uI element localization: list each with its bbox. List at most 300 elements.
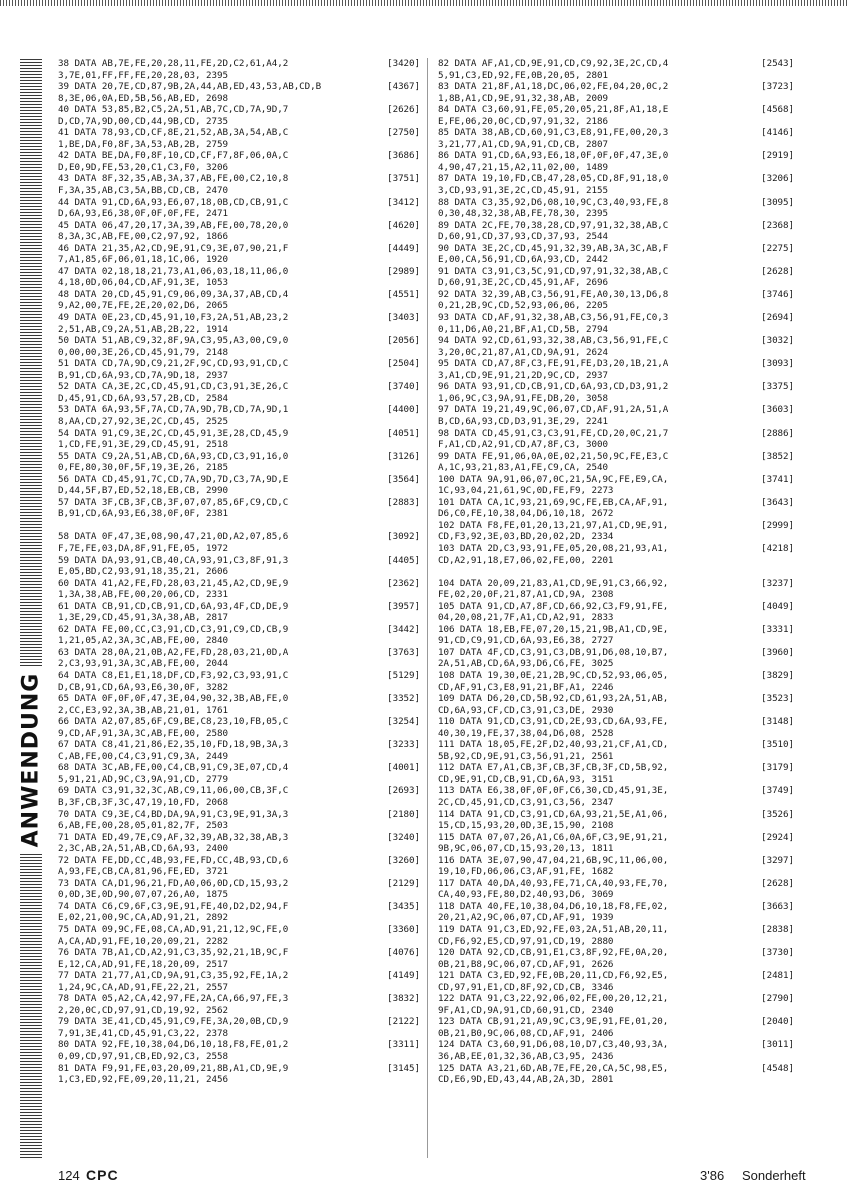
line-checksum: [3763]	[384, 647, 420, 659]
listing-line	[58, 497, 420, 509]
listing-line	[438, 139, 794, 151]
listing-line	[438, 658, 794, 670]
listing-line	[58, 93, 420, 105]
listing-line	[58, 889, 420, 901]
data-statement: 1,CD,FE,91,3E,29,CD,45,91, 2518	[58, 439, 228, 451]
line-checksum: [3145]	[384, 1063, 420, 1075]
listing-line	[58, 139, 420, 151]
data-statement: 86 DATA 91,CD,6A,93,E6,18,0F,0F,0F,47,3E,0	[438, 150, 669, 162]
line-checksum: [4049]	[758, 601, 794, 613]
listing-line	[438, 682, 794, 694]
line-checksum: [3603]	[758, 404, 794, 416]
data-statement: B,3F,CB,3F,3C,47,19,10,FD, 2068	[58, 797, 228, 808]
listing-line	[58, 439, 420, 451]
listing-line	[438, 370, 794, 382]
line-checksum: [2628]	[758, 878, 794, 890]
data-statement: 70 DATA C9,3E,C4,BD,DA,9A,91,C3,9E,91,3A,3	[58, 808, 289, 820]
line-checksum: [2129]	[384, 878, 420, 890]
data-statement: 115 DATA 07,07,26,A1,C6,0A,6F,C3,9E,91,21,	[438, 831, 669, 843]
listing-line	[438, 543, 794, 555]
listing-line	[438, 428, 794, 440]
listing-line	[58, 751, 420, 763]
listing-line	[58, 381, 420, 393]
data-statement: 51 DATA CD,7A,9D,C9,21,2F,9C,CD,93,91,CD,C	[58, 358, 289, 370]
listing-line	[58, 878, 420, 890]
line-checksum: [3435]	[384, 901, 420, 913]
data-statement: 91 DATA C3,91,C3,5C,91,CD,97,91,32,38,AB,C	[438, 265, 669, 277]
data-statement: 2,20,0C,CD,97,91,CD,19,92, 2562	[58, 1004, 228, 1016]
listing-line	[58, 70, 420, 82]
line-checksum: [3254]	[384, 716, 420, 728]
listing-line	[58, 739, 420, 751]
listing-line	[438, 474, 794, 486]
listing-line	[58, 578, 420, 590]
data-statement: B,91,CD,6A,93,E6,38,0F,0F, 2381	[58, 508, 228, 520]
data-statement: 52 DATA CA,3E,2C,CD,45,91,CD,C3,91,3E,26,C	[58, 381, 289, 393]
data-statement: 3,7E,01,FF,FF,FE,20,28,03, 2395	[58, 69, 228, 81]
data-statement: 2,3C,AB,2A,51,AB,CD,6A,93, 2400	[58, 843, 228, 855]
listing-line	[58, 947, 420, 959]
listing-line	[438, 289, 794, 301]
listing-line	[438, 878, 794, 890]
listing-line	[58, 682, 420, 694]
listing-line	[58, 820, 420, 832]
listing-line	[58, 404, 420, 416]
line-checksum: [3957]	[384, 601, 420, 613]
data-statement: 5B,92,CD,9E,91,C3,56,91,21, 2561	[438, 750, 614, 762]
data-statement: 68 DATA 3C,AB,FE,00,C4,CB,91,C9,3E,07,CD,4	[58, 762, 289, 774]
listing-line	[438, 520, 794, 532]
listing-line	[58, 416, 420, 428]
listing-line	[58, 670, 420, 682]
listing-line	[438, 266, 794, 278]
listing-line	[58, 347, 420, 359]
data-statement: 0,FE,80,30,0F,5F,19,3E,26, 2185	[58, 462, 228, 474]
line-checksum: [4001]	[384, 762, 420, 774]
listing-line	[58, 658, 420, 670]
data-statement: 101 DATA CA,1C,93,21,69,9C,FE,EB,CA,AF,91,	[438, 496, 669, 508]
line-checksum: [3360]	[384, 924, 420, 936]
listing-line	[58, 58, 420, 70]
listing-line	[438, 324, 794, 336]
line-checksum: [3643]	[758, 497, 794, 509]
line-checksum: [3510]	[758, 739, 794, 751]
data-statement: 66 DATA A2,07,85,6F,C9,BE,C8,23,10,FB,05,C	[58, 716, 289, 728]
line-checksum: [3095]	[758, 197, 794, 209]
listing-line	[438, 947, 794, 959]
listing-line	[58, 612, 420, 624]
data-statement: 0,00,00,3E,26,CD,45,91,79, 2148	[58, 346, 228, 358]
listing-line	[58, 970, 420, 982]
listing-line	[438, 451, 794, 463]
line-checksum: [2275]	[758, 243, 794, 255]
listing-line	[58, 785, 420, 797]
listing-line	[58, 531, 420, 543]
listing-line	[58, 635, 420, 647]
line-checksum: [3723]	[758, 81, 794, 93]
data-statement: D,60,91,3E,2C,CD,45,91,AF, 2696	[438, 277, 608, 289]
data-statement: 71 DATA ED,49,7E,C9,AF,32,39,AB,32,38,AB,3	[58, 831, 289, 843]
data-statement: A,1C,93,21,83,A1,FE,C9,CA, 2540	[438, 462, 608, 474]
listing-line	[58, 566, 420, 578]
line-checksum: [2919]	[758, 150, 794, 162]
data-statement: CD,E6,9D,ED,43,44,AB,2A,3D, 2801	[438, 1074, 614, 1086]
listing-line	[438, 173, 794, 185]
listing-line	[58, 324, 420, 336]
listing-line	[58, 832, 420, 844]
data-statement: 88 DATA C3,35,92,D6,08,10,9C,C3,40,93,FE,8	[438, 196, 669, 208]
line-checksum: [3730]	[758, 947, 794, 959]
listing-line	[438, 866, 794, 878]
data-statement: 85 DATA 38,AB,CD,60,91,C3,E8,91,FE,00,20,3	[438, 127, 669, 139]
data-statement: 40 DATA 53,85,B2,C5,2A,51,AB,7C,CD,7A,9D,7	[58, 104, 289, 116]
line-checksum: [2122]	[384, 1016, 420, 1028]
data-statement: 73 DATA CA,D1,96,21,FD,A0,06,0D,CD,15,93,2	[58, 877, 289, 889]
data-statement: 47 DATA 02,18,18,21,73,A1,06,03,18,11,06,0	[58, 265, 289, 277]
edition-label: Sonderheft	[742, 1168, 806, 1183]
data-statement: 3,A1,CD,9E,91,21,2D,9C,CD, 2937	[438, 369, 608, 381]
listing-line	[58, 1005, 420, 1017]
data-statement: A,93,FE,CB,CA,81,96,FE,ED, 3721	[58, 866, 228, 878]
data-statement: F,A1,CD,A2,91,CD,A7,8F,C3, 3000	[438, 439, 608, 451]
line-checksum: [3260]	[384, 855, 420, 867]
line-checksum: [2504]	[384, 358, 420, 370]
magazine-logo: CPC	[86, 1167, 119, 1183]
listing-line	[58, 220, 420, 232]
right-listing-column	[438, 58, 794, 1158]
data-statement: CD,AF,91,C3,E8,91,21,BF,A1, 2246	[438, 681, 614, 693]
data-statement: 59 DATA DA,93,91,CB,40,CA,93,91,C3,8F,91,3	[58, 554, 289, 566]
listing-line	[438, 855, 794, 867]
listing-line	[58, 300, 420, 312]
listing-line	[58, 254, 420, 266]
data-statement: 84 DATA C3,60,91,FE,05,20,05,21,8F,A1,18,E	[438, 104, 669, 116]
listing-line	[58, 231, 420, 243]
data-statement: 7,91,3E,41,CD,45,91,C3,22, 2378	[58, 1027, 228, 1039]
data-statement: 80 DATA 92,FE,10,38,04,D6,10,18,F8,FE,01,2	[58, 1039, 289, 1051]
line-checksum: [2883]	[384, 497, 420, 509]
listing-line	[438, 277, 794, 289]
line-checksum: [3092]	[384, 531, 420, 543]
data-statement: 56 DATA CD,45,91,7C,CD,7A,9D,7D,C3,7A,9D,E	[58, 473, 289, 485]
data-statement: 125 DATA A3,21,6D,AB,7E,FE,20,CA,5C,98,E5,	[438, 1062, 669, 1074]
data-statement: E,02,21,00,9C,CA,AD,91,21, 2892	[58, 912, 228, 924]
listing-line	[438, 1074, 794, 1086]
data-statement: 98 DATA CD,45,91,C3,C3,91,FE,CD,20,0C,21,7	[438, 427, 669, 439]
line-checksum: [3420]	[384, 58, 420, 70]
listing-line	[438, 300, 794, 312]
line-checksum: [4620]	[384, 220, 420, 232]
listing-line	[438, 531, 794, 543]
listing-line	[438, 809, 794, 821]
listing-line	[438, 970, 794, 982]
data-statement: D,60,91,CD,37,93,CD,37,93, 2544	[438, 231, 608, 243]
listing-line	[438, 936, 794, 948]
data-statement: 0,30,48,32,38,AB,FE,78,30, 2395	[438, 208, 608, 220]
line-checksum: [2886]	[758, 428, 794, 440]
data-statement: 1,C3,ED,92,FE,09,20,11,21, 2456	[58, 1074, 228, 1086]
listing-line	[438, 416, 794, 428]
listing-line	[438, 555, 794, 567]
data-statement: 91,CD,C9,91,CD,6A,93,E6,38, 2727	[438, 635, 614, 647]
listing-line	[58, 1051, 420, 1063]
listing-line	[58, 624, 420, 636]
listing-line	[438, 624, 794, 636]
listing-line	[438, 578, 794, 590]
data-statement: 48 DATA 20,CD,45,91,C9,06,09,3A,37,AB,CD,4	[58, 288, 289, 300]
line-checksum: [3960]	[758, 647, 794, 659]
listing-line	[438, 785, 794, 797]
data-statement: 0,21,2B,9C,CD,52,93,06,06, 2205	[438, 300, 608, 312]
data-statement: F,3A,35,AB,C3,5A,BB,CD,CB, 2470	[58, 185, 228, 197]
listing-line	[58, 520, 420, 532]
data-statement: 89 DATA 2C,FE,70,38,28,CD,97,91,32,38,AB,C	[438, 219, 669, 231]
data-statement: B,91,CD,6A,93,CD,7A,9D,18, 2937	[58, 369, 228, 381]
data-statement: 0,0D,3E,0D,90,07,07,26,A0, 1875	[58, 889, 228, 901]
line-checksum: [2180]	[384, 809, 420, 821]
data-statement: 61 DATA CB,91,CD,CB,91,CD,6A,93,4F,CD,DE,9	[58, 600, 289, 612]
listing-line	[438, 185, 794, 197]
listing-line	[438, 797, 794, 809]
line-checksum: [3126]	[384, 451, 420, 463]
listing-line	[438, 670, 794, 682]
data-statement: B,CD,6A,93,CD,D3,91,3E,29, 2241	[438, 415, 608, 427]
category-strip	[20, 58, 42, 1158]
data-statement: 119 DATA 91,C3,ED,92,FE,03,2A,51,AB,20,11,	[438, 924, 669, 936]
listing-line	[58, 266, 420, 278]
data-statement: 1,06,9C,C3,9A,91,FE,DB,20, 3058	[438, 392, 608, 404]
page-number: 124	[58, 1168, 80, 1183]
data-statement: 0,11,D6,A0,21,BF,A1,CD,5B, 2794	[438, 323, 608, 335]
top-rule	[0, 0, 848, 6]
data-statement: A,CA,AD,91,FE,10,20,09,21, 2282	[58, 935, 228, 947]
data-statement: 108 DATA 19,30,0E,21,2B,9C,CD,52,93,06,05,	[438, 669, 669, 681]
listing-line	[438, 1005, 794, 1017]
listing-line	[438, 832, 794, 844]
listing-line	[58, 312, 420, 324]
data-statement: CD,97,91,E1,CD,8F,92,CD,CB, 3346	[438, 981, 614, 993]
line-checksum: [3526]	[758, 809, 794, 821]
left-listing-column	[58, 58, 420, 1158]
data-statement: 40,30,19,FE,37,38,04,D6,08, 2528	[438, 727, 614, 739]
listing-line	[58, 335, 420, 347]
listing-line	[58, 866, 420, 878]
listing-line	[438, 924, 794, 936]
listing-line	[438, 1039, 794, 1051]
listing-line	[58, 1039, 420, 1051]
listing-line	[58, 277, 420, 289]
data-statement: CD,A2,91,18,E7,06,02,FE,00, 2201	[438, 554, 614, 566]
data-statement: 8,AA,CD,27,92,3E,2C,CD,45, 2525	[58, 415, 228, 427]
listing-line	[58, 855, 420, 867]
data-statement: 7,A1,85,6F,06,01,18,1C,06, 1920	[58, 254, 228, 266]
listing-line	[438, 162, 794, 174]
listing-line	[58, 1074, 420, 1086]
listing-line	[438, 728, 794, 740]
data-statement: 44 DATA 91,CD,6A,93,E6,07,18,0B,CD,CB,91,C	[58, 196, 289, 208]
line-checksum: [4076]	[384, 947, 420, 959]
line-checksum: [3829]	[758, 670, 794, 682]
listing-line	[438, 762, 794, 774]
listing-line	[58, 1016, 420, 1028]
data-statement: 124 DATA C3,60,91,D6,08,10,D7,C3,40,93,3A,	[438, 1039, 669, 1051]
listing-line	[58, 901, 420, 913]
data-statement: 57 DATA 3F,CB,3F,CB,3F,07,07,85,6F,C9,CD,C	[58, 496, 289, 508]
listing-line	[438, 335, 794, 347]
listing-line	[58, 485, 420, 497]
data-statement: 83 DATA 21,8F,A1,18,DC,06,02,FE,04,20,0C,2	[438, 81, 669, 93]
data-statement: 1,3E,29,CD,45,91,3A,38,AB, 2817	[58, 612, 228, 624]
line-checksum: [2626]	[384, 104, 420, 116]
line-checksum: [2693]	[384, 785, 420, 797]
data-statement: 3,21,77,A1,CD,9A,91,CD,CB, 2807	[438, 138, 608, 150]
listing-line	[438, 635, 794, 647]
data-statement: 9,A2,00,7E,FE,2E,20,02,D6, 2065	[58, 300, 228, 312]
line-checksum: [4568]	[758, 104, 794, 116]
data-statement: 77 DATA 21,77,A1,CD,9A,91,C3,35,92,FE,1A,2	[58, 970, 289, 982]
line-checksum: [4367]	[384, 81, 420, 93]
line-checksum: [2543]	[758, 58, 794, 70]
line-checksum: [3852]	[758, 451, 794, 463]
line-checksum: [3740]	[384, 381, 420, 393]
listing-line	[438, 647, 794, 659]
data-statement: 95 DATA CD,A7,8F,C3,FE,91,FE,D3,20,1B,21,A	[438, 358, 669, 370]
line-checksum: [3832]	[384, 993, 420, 1005]
data-statement: 8,3E,06,0A,ED,5B,56,AB,ED, 2698	[58, 92, 228, 104]
data-statement: 39 DATA 20,7E,CD,87,9B,2A,44,AB,ED,43,53,AB,CD,B	[58, 81, 322, 93]
data-statement: 113 DATA E6,38,0F,0F,0F,C6,30,CD,45,91,3E,	[438, 785, 669, 797]
line-checksum: [4405]	[384, 555, 420, 567]
data-statement: 106 DATA 18,EB,FE,07,20,15,21,9B,A1,CD,9E,	[438, 623, 669, 635]
data-statement: 118 DATA 40,FE,10,38,04,D6,10,18,F8,FE,02,	[438, 900, 669, 912]
data-statement: 60 DATA 41,A2,FE,FD,28,03,21,45,A2,CD,9E,9	[58, 577, 289, 589]
listing-line	[58, 936, 420, 948]
data-statement: 120 DATA 92,CD,CB,91,E1,C3,8F,92,FE,0A,20,	[438, 947, 669, 959]
data-statement: 105 DATA 91,CD,A7,8F,CD,66,92,C3,F9,91,FE,	[438, 600, 669, 612]
data-statement: 41 DATA 78,93,CD,CF,8E,21,52,AB,3A,54,AB,C	[58, 127, 289, 139]
listing-line	[58, 358, 420, 370]
listing-line	[438, 774, 794, 786]
line-checksum: [4449]	[384, 243, 420, 255]
listing-line	[58, 1063, 420, 1075]
listing-line	[438, 705, 794, 717]
data-statement: 0,09,CD,97,91,CB,ED,92,C3, 2558	[58, 1051, 228, 1063]
line-checksum: [3311]	[384, 1039, 420, 1051]
line-checksum: [4551]	[384, 289, 420, 301]
data-statement: 63 DATA 28,0A,21,0B,A2,FE,FD,28,03,21,0D,A	[58, 646, 289, 658]
line-checksum: [3237]	[758, 578, 794, 590]
listing-line	[438, 716, 794, 728]
listing-line	[58, 982, 420, 994]
line-checksum: [3442]	[384, 624, 420, 636]
data-statement: 2,51,AB,C9,2A,51,AB,2B,22, 1914	[58, 323, 228, 335]
data-statement: 9B,9C,06,07,CD,15,93,20,13, 1811	[438, 843, 614, 855]
line-checksum: [3352]	[384, 693, 420, 705]
listing-line	[438, 393, 794, 405]
listing-line	[58, 993, 420, 1005]
line-checksum: [4051]	[384, 428, 420, 440]
data-statement: 99 DATA FE,91,06,0A,0E,02,21,50,9C,FE,E3,C	[438, 450, 669, 462]
data-statement: 54 DATA 91,C9,3E,2C,CD,45,91,3E,28,CD,45,9	[58, 427, 289, 439]
data-statement: D,45,91,CD,6A,93,57,2B,CD, 2584	[58, 392, 228, 404]
listing-line	[438, 601, 794, 613]
data-statement: 67 DATA C8,41,21,86,E2,35,10,FD,18,9B,3A,3	[58, 739, 289, 751]
listing-line	[438, 104, 794, 116]
line-checksum: [3403]	[384, 312, 420, 324]
listing-line	[438, 462, 794, 474]
listing-line	[58, 428, 420, 440]
data-statement: D6,C0,FE,10,38,04,D6,10,18, 2672	[438, 508, 614, 520]
listing-line	[438, 312, 794, 324]
line-checksum: [4146]	[758, 127, 794, 139]
line-checksum: [2750]	[384, 127, 420, 139]
data-statement: 69 DATA C3,91,32,3C,AB,C9,11,06,00,CB,3F,C	[58, 785, 289, 797]
listing-line	[438, 901, 794, 913]
listing-line	[58, 81, 420, 93]
data-statement: 36,AB,EE,01,32,36,AB,C3,95, 2436	[438, 1051, 614, 1063]
line-checksum: [3686]	[384, 150, 420, 162]
line-checksum: [2989]	[384, 266, 420, 278]
listing-line	[438, 381, 794, 393]
data-statement: 8,3A,3C,AB,FE,00,C2,97,92, 1866	[58, 231, 228, 243]
data-statement: CD,9E,91,CD,CB,91,CD,6A,93, 3151	[438, 773, 614, 785]
data-statement: 2C,CD,45,91,CD,C3,91,C3,56, 2347	[438, 797, 614, 808]
data-statement: 46 DATA 21,35,A2,CD,9E,91,C9,3E,07,90,21,F	[58, 242, 289, 254]
listing-line	[58, 843, 420, 855]
listing-line	[58, 393, 420, 405]
listing-line	[58, 809, 420, 821]
listing-line	[438, 1063, 794, 1075]
listing-line	[58, 162, 420, 174]
data-statement: 75 DATA 09,9C,FE,08,CA,AD,91,21,12,9C,FE,0	[58, 924, 289, 936]
listing-line	[58, 693, 420, 705]
listing-line	[58, 208, 420, 220]
listing-line	[58, 370, 420, 382]
listing-line	[58, 185, 420, 197]
listing-line	[58, 150, 420, 162]
data-statement: 109 DATA D6,20,CD,5B,92,CD,61,93,2A,51,AB,	[438, 693, 669, 705]
data-statement: FE,02,20,0F,21,87,A1,CD,9A, 2308	[438, 589, 614, 601]
listing-line	[58, 116, 420, 128]
page-footer	[0, 1168, 848, 1192]
listing-line	[438, 1028, 794, 1040]
data-statement: 107 DATA 4F,CD,C3,91,C3,DB,91,D6,08,10,B7,	[438, 646, 669, 658]
listing-line	[58, 173, 420, 185]
listing-line	[438, 739, 794, 751]
listing-line	[438, 347, 794, 359]
line-checksum: [3749]	[758, 785, 794, 797]
data-statement: 4,18,0D,06,04,CD,AF,91,3E, 1053	[58, 277, 228, 289]
listing-line	[438, 197, 794, 209]
data-statement: 9F,A1,CD,9A,91,CD,60,91,CD, 2340	[438, 1004, 614, 1016]
data-statement: 58 DATA 0F,47,3E,08,90,47,21,0D,A2,07,85,6	[58, 531, 289, 543]
data-statement: 87 DATA 19,10,FD,CB,47,28,05,CD,8F,91,18,0	[438, 173, 669, 185]
data-statement: E,05,BD,C2,93,91,18,35,21, 2606	[58, 566, 228, 578]
line-checksum: [4218]	[758, 543, 794, 555]
listing-line	[438, 508, 794, 520]
data-statement: 5,91,C3,ED,92,FE,0B,20,05, 2801	[438, 69, 608, 81]
data-statement: 81 DATA F9,91,FE,03,20,09,21,8B,A1,CD,9E,9	[58, 1062, 289, 1074]
line-checksum: [2368]	[758, 220, 794, 232]
listing-line	[438, 58, 794, 70]
data-statement: 45 DATA 06,47,20,17,3A,39,AB,FE,00,78,20,0	[58, 219, 289, 231]
line-checksum: [3011]	[758, 1039, 794, 1051]
data-statement: 3,CD,93,91,3E,2C,CD,45,91, 2155	[438, 185, 608, 197]
data-statement: 90 DATA 3E,2C,CD,45,91,32,39,AB,3A,3C,AB,F	[438, 242, 669, 254]
listing-line	[438, 566, 794, 578]
listing-line	[58, 289, 420, 301]
line-checksum: [3206]	[758, 173, 794, 185]
